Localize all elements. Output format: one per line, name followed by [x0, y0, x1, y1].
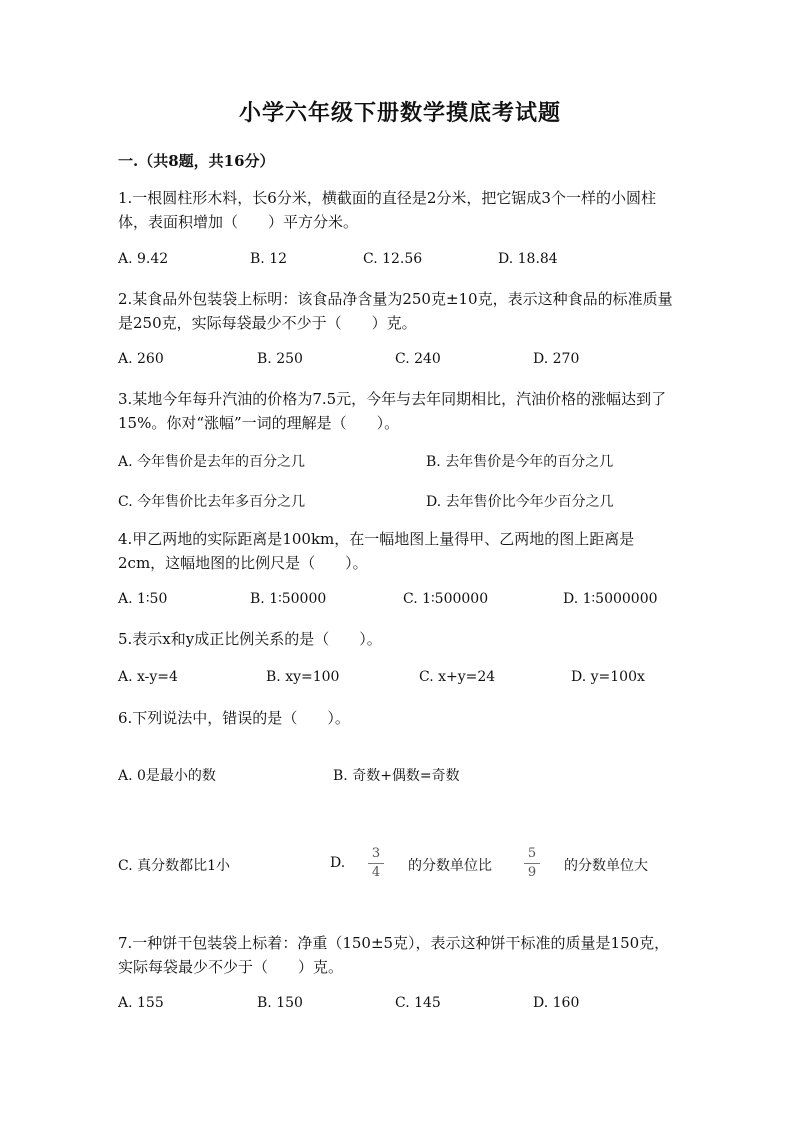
- q5-option-a[interactable]: A. x-y=4: [118, 669, 178, 685]
- q5-option-d[interactable]: D. y=100x: [571, 669, 645, 685]
- q6-option-d-end-text: 的分数单位大: [564, 858, 648, 874]
- q6-option-c[interactable]: C. 真分数都比1小: [118, 858, 231, 874]
- q7-option-c[interactable]: C. 145: [395, 995, 441, 1011]
- fraction-bar: [368, 863, 384, 864]
- question-6: 6.下列说法中，错误的是（ ）。: [118, 709, 350, 727]
- q6-option-a[interactable]: A. 0是最小的数: [118, 768, 216, 784]
- fraction-bar: [524, 863, 540, 864]
- q4-option-d[interactable]: D. 1∶5000000: [563, 591, 658, 607]
- q7-option-a[interactable]: A. 155: [118, 995, 164, 1011]
- q2-option-a[interactable]: A. 260: [118, 351, 164, 367]
- q5-option-c[interactable]: C. x+y=24: [419, 669, 496, 685]
- q3-option-d[interactable]: D. 去年售价比今年少百分之几: [426, 494, 614, 510]
- q3-option-c[interactable]: C. 今年售价比去年多百分之几: [118, 494, 306, 510]
- q2-option-b[interactable]: B. 250: [257, 351, 303, 367]
- q7-option-b[interactable]: B. 150: [257, 995, 303, 1011]
- fraction-denominator: 9: [527, 865, 537, 880]
- fraction-five-ninths: [522, 846, 542, 881]
- q2-option-c[interactable]: C. 240: [395, 351, 441, 367]
- q3-option-b[interactable]: B. 去年售价是今年的百分之几: [426, 454, 614, 470]
- q6-option-d-middle-text: 的分数单位比: [408, 858, 492, 874]
- q3-option-a[interactable]: A. 今年售价是去年的百分之几: [118, 454, 306, 470]
- fraction-numerator: 5: [527, 846, 537, 861]
- fraction-denominator: 4: [371, 865, 381, 880]
- page-title: 小学六年级下册数学摸底考试题: [238, 100, 561, 126]
- q1-option-b[interactable]: B. 12: [250, 251, 288, 267]
- q5-option-b[interactable]: B. xy=100: [266, 669, 340, 685]
- question-7: 7.一种饼干包装袋上标着：净重（150±5克），表示这种饼干标准的质量是150克，实际每袋最少不少于（ ）克。: [118, 934, 670, 976]
- q4-option-b[interactable]: B. 1∶50000: [250, 591, 327, 607]
- section-heading: 一.（共8题，共16分）: [118, 152, 275, 170]
- question-4: 4.甲乙两地的实际距离是100km，在一幅地图上量得甲、乙两地的图上距离是2cm，这幅地图的比例尺是（ ）。: [118, 530, 635, 572]
- q1-option-d[interactable]: D. 18.84: [498, 251, 558, 267]
- question-3: 3.某地今年每升汽油的价格为7.5元，今年与去年同期相比，汽油价格的涨幅达到了15%。你对“涨幅”一词的理解是（ ）。: [118, 390, 667, 432]
- q4-option-c[interactable]: C. 1∶500000: [403, 591, 489, 607]
- fraction-numerator: 3: [371, 846, 381, 861]
- question-1: 1.一根圆柱形木料，长6分米，横截面的直径是2分米，把它锯成3个一样的小圆柱体，表面积增加（ ）平方分米。: [118, 189, 656, 231]
- q7-option-d[interactable]: D. 160: [533, 995, 580, 1011]
- q6-option-b[interactable]: B. 奇数+偶数=奇数: [333, 768, 460, 784]
- q1-option-a[interactable]: A. 9.42: [118, 251, 169, 267]
- question-5: 5.表示x和y成正比例关系的是（ ）。: [118, 630, 382, 648]
- q6-option-d-label[interactable]: D.: [330, 855, 346, 871]
- question-2: 2.某食品外包装袋上标明：该食品净含量为250克±10克，表示这种食品的标准质量是250克，实际每袋最少不少于（ ）克。: [118, 290, 673, 332]
- q4-option-a[interactable]: A. 1∶50: [118, 591, 168, 607]
- q1-option-c[interactable]: C. 12.56: [363, 251, 423, 267]
- q2-option-d[interactable]: D. 270: [533, 351, 580, 367]
- fraction-three-fourths: [366, 846, 386, 881]
